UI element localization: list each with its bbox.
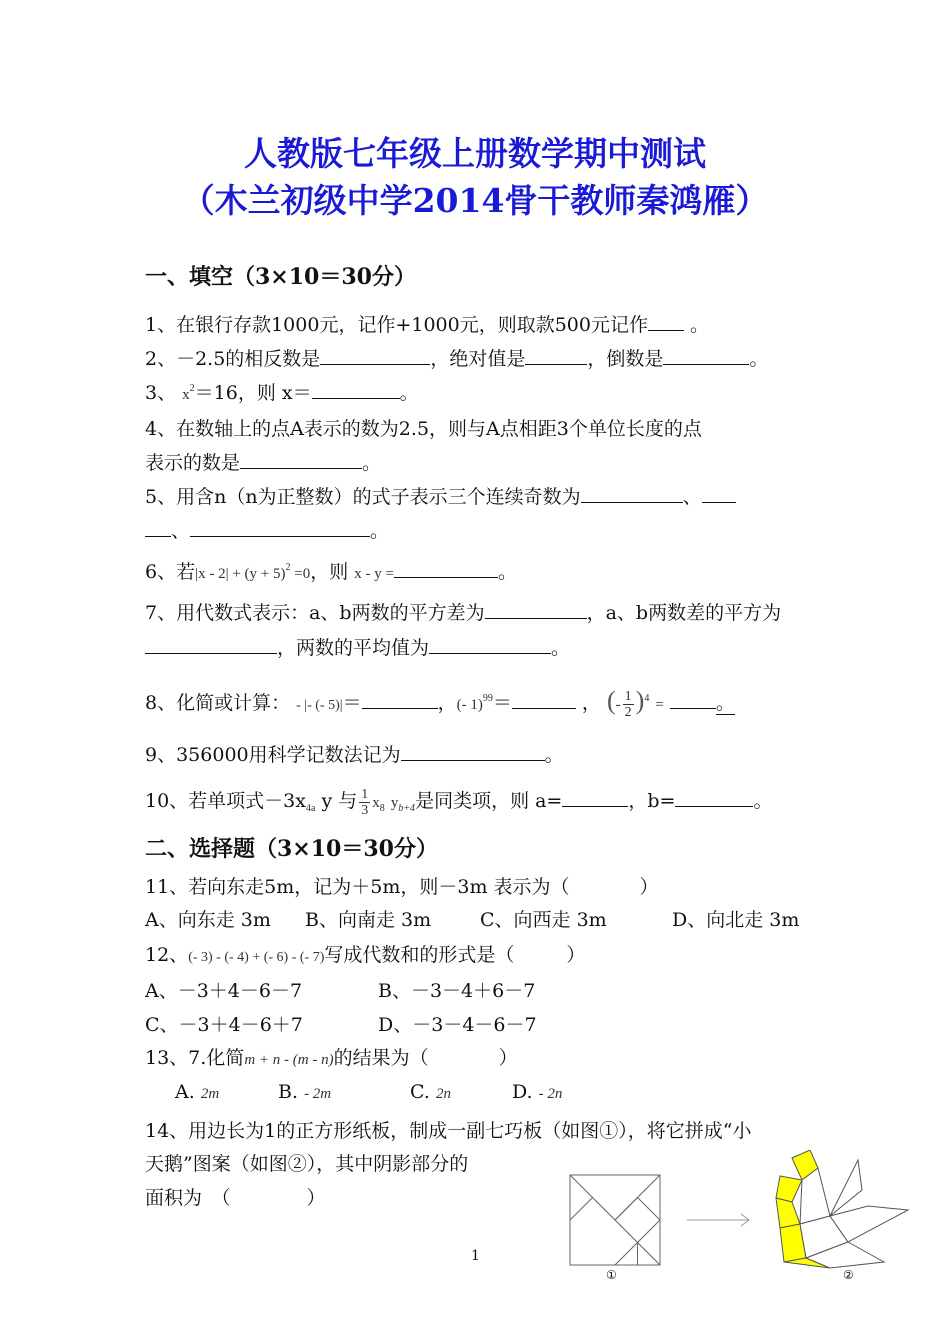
q5-blank-2a[interactable] <box>702 484 736 503</box>
q3-x: x <box>182 387 190 403</box>
q10-frac-num: 1 <box>361 786 369 802</box>
q4-line2-text: 表示的数是 <box>145 452 241 474</box>
q8-paren-open: ( <box>606 686 616 715</box>
q13-option-a-label: A. <box>175 1081 195 1103</box>
q5-sep-2: 、 <box>171 520 191 542</box>
title-line-1: 人教版七年级上册数学期中测试 <box>244 134 706 173</box>
q8-sep-1: ， <box>437 692 457 714</box>
q13-option-c[interactable] <box>410 1081 451 1103</box>
q11-option-a[interactable]: A、向东走 3m <box>145 909 271 931</box>
q1-end: 。 <box>683 314 710 336</box>
q9-text: 9、356000用科学记数法记为 <box>145 744 401 766</box>
q10-frac-den: 3 <box>361 802 369 818</box>
q13-option-a-value: 2m <box>200 1086 220 1102</box>
q13-option-b[interactable] <box>278 1081 331 1103</box>
q12-option-a[interactable]: A、－3＋4－6－7 <box>145 980 303 1002</box>
q10-text-e: 是同类项，则 a= <box>415 790 563 812</box>
q7-end: 。 <box>551 637 571 659</box>
q8-end: 。 <box>715 692 735 714</box>
q10-sub-1: 4a <box>305 803 316 814</box>
q10-blank-a[interactable] <box>562 788 628 807</box>
q13-expr: m + n - (m - n) <box>244 1052 334 1068</box>
q10-sub-2: 8 <box>379 803 385 814</box>
question-5-line-1 <box>145 482 736 509</box>
question-6 <box>145 557 517 584</box>
question-11 <box>145 872 659 899</box>
q13-option-d-label: D. <box>512 1081 533 1103</box>
q2-blank-1[interactable] <box>320 346 430 365</box>
q13-end: ） <box>498 1047 518 1069</box>
q8-expr-3-minus: - <box>615 697 621 713</box>
q8-blank-2[interactable] <box>512 690 576 709</box>
q13-option-b-label: B. <box>278 1081 299 1103</box>
q7-blank-2[interactable] <box>145 635 277 654</box>
q3-blank[interactable] <box>312 380 400 399</box>
q6-expr2: x - y = <box>354 566 395 582</box>
arrow-right-icon <box>685 1210 755 1230</box>
q13-option-c-label: C. <box>410 1081 430 1103</box>
q8-expr-2-exp: 99 <box>482 693 493 704</box>
figure-2-label: ② <box>843 1268 854 1282</box>
q13-option-d-value: - 2n <box>538 1086 563 1102</box>
question-14-line-3: 面积为 （ ） <box>145 1187 326 1209</box>
question-14-line-2: 天鹅”图案（如图②），其中阴影部分的 <box>145 1153 469 1175</box>
q9-blank[interactable] <box>401 742 545 761</box>
q8-sep-2: ， <box>581 692 601 714</box>
q7-text-b: ，a、b两数差的平方为 <box>586 602 782 624</box>
q6-pre: 6、若 <box>145 561 196 583</box>
q13-pre: 13、7.化简 <box>145 1047 245 1069</box>
q9-end: 。 <box>544 744 564 766</box>
question-12 <box>145 940 585 967</box>
tangram-figure-1 <box>565 1170 665 1270</box>
q5-blank-1[interactable] <box>581 484 683 503</box>
q8-eq-3: = <box>655 697 664 713</box>
q1-blank[interactable] <box>648 312 684 331</box>
q8-blank-3[interactable] <box>670 690 716 709</box>
q3-end: 。 <box>399 382 419 404</box>
q7-blank-1[interactable] <box>485 600 587 619</box>
q12-option-d[interactable]: D、－3－4－6－7 <box>378 1014 537 1036</box>
section-1-heading: 一、填空（3×10＝30分） <box>145 264 416 290</box>
q2-blank-2[interactable] <box>525 346 587 365</box>
q11-option-d[interactable]: D、向北走 3m <box>672 909 800 931</box>
question-3 <box>145 378 419 405</box>
q2-end: 。 <box>749 348 769 370</box>
question-8 <box>145 686 735 720</box>
q10-text-f: ，b= <box>628 790 676 812</box>
q10-end: 。 <box>753 790 773 812</box>
q6-exp: 2 <box>285 562 291 573</box>
q11-end: ） <box>639 876 659 898</box>
q5-blank-2b[interactable] <box>145 518 171 537</box>
q8-eq-2: ＝ <box>492 692 512 714</box>
question-5-line-2 <box>145 516 389 543</box>
q11-option-b[interactable]: B、向南走 3m <box>305 909 432 931</box>
q2-blank-3[interactable] <box>663 346 749 365</box>
figure-1-label: ① <box>606 1268 617 1282</box>
q6-blank[interactable] <box>394 559 498 578</box>
question-4-line-1: 4、在数轴上的点A表示的数为2.5，则与A点相距3个单位长度的点 <box>145 418 702 440</box>
q8-expr-1: - |- (- 5)| <box>296 698 343 713</box>
q2-text-b: ，绝对值是 <box>430 348 526 370</box>
q11-text: 11、若向东走5m，记为＋5m，则－3m 表示为（ <box>145 876 570 898</box>
q5-end: 。 <box>370 520 390 542</box>
q10-fraction <box>359 787 370 818</box>
q11-option-c[interactable]: C、向西走 3m <box>480 909 607 931</box>
q12-expr: (- 3) - (- 4) + (- 6) - (- 7) <box>188 950 325 965</box>
q4-end: 。 <box>362 452 382 474</box>
q10-text-a: 10、若单项式－3x <box>145 790 306 812</box>
q13-option-c-value: 2n <box>435 1086 451 1102</box>
question-10 <box>145 786 772 818</box>
q12-option-c[interactable]: C、－3＋4－6＋7 <box>145 1014 303 1036</box>
q4-blank[interactable] <box>240 450 362 469</box>
q12-pre: 12、 <box>145 944 189 966</box>
q8-frac-den: 2 <box>624 704 632 720</box>
q13-option-b-value: - 2m <box>304 1086 332 1102</box>
question-7-line-1 <box>145 598 781 625</box>
q6-eq: =0 <box>290 566 311 582</box>
question-7-line-2 <box>145 633 570 660</box>
q8-pre: 8、化简或计算： <box>145 692 291 714</box>
q2-text-c: ，倒数是 <box>587 348 664 370</box>
q10-blank-b[interactable] <box>675 788 753 807</box>
q8-expr-2: (- 1) <box>456 697 483 713</box>
question-13 <box>145 1043 518 1070</box>
question-4-line-2 <box>145 448 381 475</box>
q6-end: 。 <box>498 561 518 583</box>
q2-text-a: 2、－2.5的相反数是 <box>145 348 321 370</box>
q8-frac-num: 1 <box>624 688 632 704</box>
q5-text: 5、用含n（n为正整数）的式子表示三个连续奇数为 <box>145 486 581 508</box>
question-2 <box>145 344 768 371</box>
q7-blank-3[interactable] <box>429 635 551 654</box>
q6-mid: ，则 <box>310 561 349 583</box>
question-1 <box>145 310 709 337</box>
q13-option-a[interactable] <box>175 1081 219 1103</box>
q5-sep-1: 、 <box>682 486 702 508</box>
q12-text: 写成代数和的形式是（ <box>324 944 515 966</box>
q3-mid: ＝16，则 x＝ <box>194 382 312 404</box>
q7-text-c: ，两数的平均值为 <box>277 637 430 659</box>
page-number: 1 <box>471 1248 480 1264</box>
section-2-heading: 二、选择题（3×10＝30分） <box>145 836 438 862</box>
q8-fraction <box>623 689 634 720</box>
title-line-2: （木兰初级中学2014骨干教师秦鸿雁） <box>181 181 769 220</box>
q5-blank-3[interactable] <box>190 518 370 537</box>
q13-text: 的结果为（ <box>333 1047 429 1069</box>
q12-option-b[interactable]: B、－3－4＋6－7 <box>378 980 536 1002</box>
q7-text-a: 7、用代数式表示：a、b两数的平方差为 <box>145 602 485 624</box>
question-14-line-1: 14、用边长为1的正方形纸板，制成一副七巧板（如图①），将它拼成“小 <box>145 1120 752 1142</box>
question-9 <box>145 740 564 767</box>
q12-end: ） <box>566 944 586 966</box>
tangram-figure-2-swan <box>772 1150 912 1274</box>
q10-x: x <box>372 795 380 811</box>
swan-neck-lower-shaded <box>776 1198 800 1228</box>
swan-wing-2 <box>830 1160 862 1216</box>
q3-pre: 3、 <box>145 382 177 404</box>
q13-option-d[interactable] <box>512 1081 562 1103</box>
q8-eq-1: ＝ <box>342 692 362 714</box>
q1-text: 1、在银行存款1000元，记作+1000元，则取款500元记作 <box>145 314 648 336</box>
q3-exp: 2 <box>189 383 195 394</box>
q8-blank-1[interactable] <box>362 690 438 709</box>
q10-y: y <box>390 795 399 811</box>
q8-paren-close: ) <box>635 686 645 715</box>
q6-expr: |x - 2| + (y + 5) <box>195 566 286 582</box>
q8-expr-3-exp: 4 <box>644 693 650 704</box>
q10-sub-3: b+4 <box>398 803 416 814</box>
q10-text-b: y 与 <box>321 790 358 812</box>
swan-neck-upper-shaded <box>776 1176 802 1202</box>
